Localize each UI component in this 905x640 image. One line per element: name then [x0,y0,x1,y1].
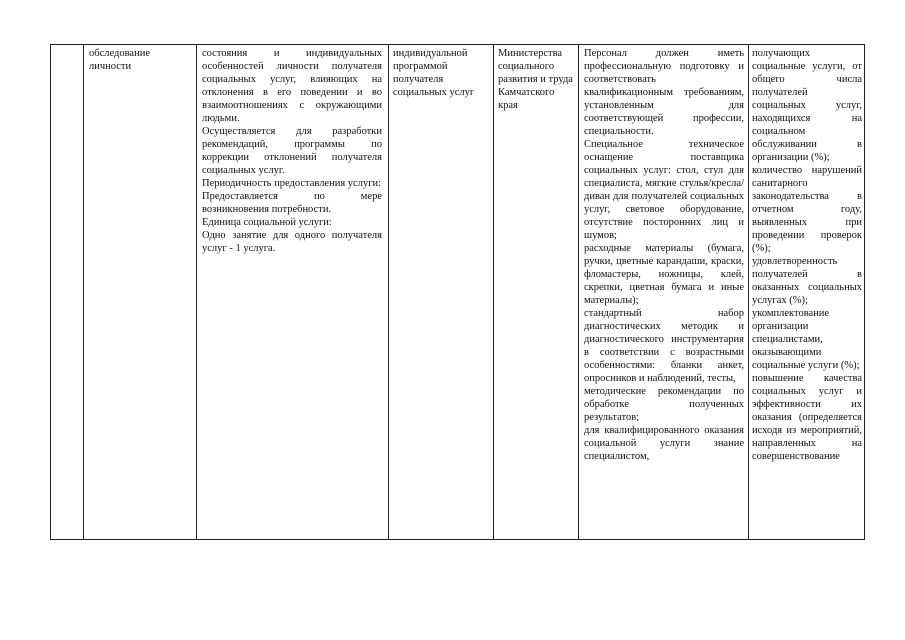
indicator-paragraph: получающих социальные услуги, от общего числа получателей социальных услуг, находящихся на социальном обслуживании в организации (%); [752,48,862,163]
cell-service-description [202,47,382,255]
services-table [50,44,865,540]
indicator-paragraph: повышение качества социальных услуг и эффективности их оказания (определяется исходя из мероприятий, направленных на совершенствование [752,373,862,462]
description-paragraph: Осуществляется для разработки рекомендаций, программы по коррекции отклонений получателя социальных услуг. [202,126,382,176]
service-name-text: обследование личности [89,48,150,72]
conditions-paragraph: методические рекомендации по обработке полученных результатов; [584,386,744,423]
column-divider [83,45,84,539]
conditions-paragraph: расходные материалы (бумага, ручки, цветные карандаши, краски, фломастеры, ножницы, клей, скрепки, цветная бумага и иные материалы); [584,243,744,306]
cell-service-scope [393,47,488,99]
ministry-text: Министерства социального развития и труда Камчатского края [498,48,573,111]
description-paragraph: Периодичность предоставления услуги: [202,178,382,189]
column-divider [748,45,749,539]
column-divider [388,45,389,539]
cell-service-conditions [584,47,744,463]
scope-text: индивидуальной программой получателя социальных услуг [393,48,475,98]
cell-ministry [498,47,574,112]
column-divider [578,45,579,539]
conditions-paragraph: Специальное техническое оснащение поставщика социальных услуг: стол, стул для специалиста, мягкие стулья/кресла/диван для получателей социальных услуг, световое оборудование, отсутствие посторонних лиц и шумов; [584,139,744,241]
column-divider [196,45,197,539]
cell-service-name [89,47,191,73]
indicator-paragraph: количество нарушений санитарного законодательства в отчетном году, выявленных при проведении проверок (%); [752,165,862,254]
column-divider [493,45,494,539]
conditions-paragraph: стандартный набор диагностических методик и диагностического инструментария в соответствии с возрастными особенностями: бланки анкет, опросников и наблюдений, тесты, [584,308,744,384]
conditions-paragraph: Персонал должен иметь профессиональную подготовку и соответствовать квалификационным требованиям, установленным для соответствующей профессии, специальности. [584,48,744,137]
cell-quality-indicators [752,47,862,463]
indicator-paragraph: укомплектование организации специалистами, оказывающими социальные услуги (%); [752,308,860,371]
indicator-paragraph: удовлетворенность получателей в оказанных социальных услугах (%); [752,256,862,306]
conditions-paragraph: для квалифицированного оказания социальной услуги знание специалистом, [584,425,744,462]
description-paragraph: состояния и индивидуальных особенностей личности получателя социальных услуг, влияющих на отклонения в его поведении и во взаимоотношениях с окружающими людьми. [202,48,382,124]
description-paragraph: Предоставляется по мере возникновения потребности. [202,191,382,215]
description-paragraph: Единица социальной услуги: [202,217,332,228]
description-paragraph: Одно занятие для одного получателя услуг - 1 услуга. [202,230,382,254]
